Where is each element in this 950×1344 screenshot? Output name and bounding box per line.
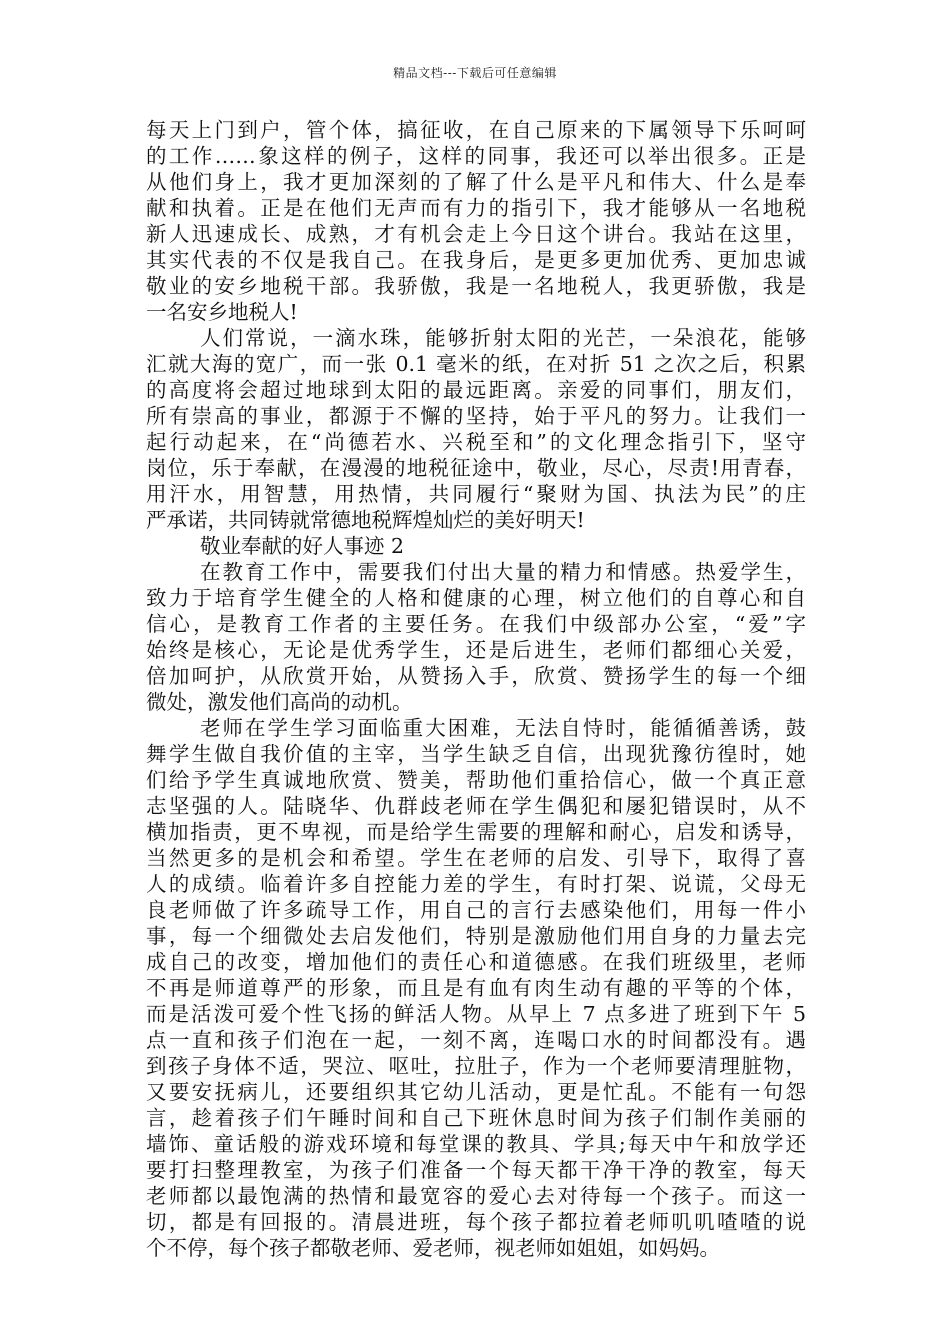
text-line: 起行动起来，在“尚德若水、兴税至和”的文化理念指引下，坚守 xyxy=(146,430,806,454)
text-line: 所有崇高的事业，都源于不懈的坚持，始于平凡的努力。让我们一 xyxy=(146,404,806,428)
text-line: 从他们身上，我才更加深刻的了解了什么是平凡和伟大、什么是奉 xyxy=(146,170,806,194)
text-line: 的工作……象这样的例子，这样的同事，我还可以举出很多。正是 xyxy=(146,144,806,168)
text-line: 微处，激发他们高尚的动机。 xyxy=(146,690,413,714)
text-line: 人的成绩。临着许多自控能力差的学生，有时打架、说谎，父母无 xyxy=(146,872,806,896)
text-line: 致力于培育学生健全的人格和健康的心理，树立他们的自尊心和自 xyxy=(146,586,806,610)
text-line: 又要安抚病儿，还要组织其它幼儿活动，更是忙乱。不能有一句怨 xyxy=(146,1080,806,1104)
section-heading: 敬业奉献的好人事迹 2 xyxy=(200,534,405,558)
text-line: 用汗水，用智慧，用热情，共同履行“聚财为国、执法为民”的庄 xyxy=(146,482,806,506)
text-line: 成自己的改变，增加他们的责任心和道德感。在我们班级里，老师 xyxy=(146,950,806,974)
paragraph-start-line: 老师在学生学习面临重大困难，无法自恃时，能循循善诱，鼓 xyxy=(200,716,806,740)
text-line: 到孩子身体不适，哭泣、呕吐，拉肚子，作为一个老师要清理脏物， xyxy=(146,1054,806,1078)
text-line: 们给予学生真诚地欣赏、赞美，帮助他们重拾信心，做一个真正意 xyxy=(146,768,806,792)
text-line: 当然更多的是机会和希望。学生在老师的启发、引导下，取得了喜 xyxy=(146,846,806,870)
text-line: 事，每一个细微处去启发他们，特别是激励他们用自身的力量去完 xyxy=(146,924,806,948)
text-line: 要打扫整理教室，为孩子们准备一个每天都干净干净的教室，每天 xyxy=(146,1158,806,1182)
text-line: 岗位，乐于奉献，在漫漫的地税征途中，敬业，尽心，尽责!用青春， xyxy=(146,456,806,480)
text-line: 墙饰、童话般的游戏环境和每堂课的教具、学具;每天中午和放学还 xyxy=(146,1132,806,1156)
text-line: 敬业的安乡地税干部。我骄傲，我是一名地税人，我更骄傲，我是 xyxy=(146,274,806,298)
text-line: 点一直和孩子们泡在一起，一刻不离，连喝口水的时间都没有。遇 xyxy=(146,1028,806,1052)
text-line: 献和执着。正是在他们无声而有力的指引下，我才能够从一名地税 xyxy=(146,196,806,220)
text-line: 良老师做了许多疏导工作，用自己的言行去感染他们，用每一件小 xyxy=(146,898,806,922)
page-header: 精品文档---下载后可任意编辑 xyxy=(393,66,557,80)
text-line: 倍加呵护，从欣赏开始，从赞扬入手，欣赏、赞扬学生的每一个细 xyxy=(146,664,806,688)
paragraph-start-line: 在教育工作中，需要我们付出大量的精力和情感。热爱学生， xyxy=(200,560,806,584)
text-line: 切，都是有回报的。清晨进班，每个孩子都拉着老师叽叽喳喳的说 xyxy=(146,1210,806,1234)
text-line: 老师都以最饱满的热情和最宽容的爱心去对待每一个孩子。而这一 xyxy=(146,1184,806,1208)
text-line: 不再是师道尊严的形象，而且是有血有肉生动有趣的平等的个体， xyxy=(146,976,806,1000)
text-line: 横加指责，更不卑视，而是给学生需要的理解和耐心，启发和诱导， xyxy=(146,820,806,844)
text-line: 始终是核心，无论是优秀学生，还是后进生，老师们都细心关爱， xyxy=(146,638,806,662)
text-line: 一名安乡地税人! xyxy=(146,300,298,324)
text-line: 舞学生做自我价值的主宰，当学生缺乏自信，出现犹豫彷徨时，她 xyxy=(146,742,806,766)
text-line: 汇就大海的宽广，而一张 0.1 毫米的纸，在对折 51 之次之后，积累 xyxy=(146,352,806,376)
text-line: 个不停，每个孩子都敬老师、爱老师，视老师如姐姐，如妈妈。 xyxy=(146,1236,720,1260)
text-line: 而是活泼可爱个性飞扬的鲜活人物。从早上 7 点多进了班到下午 5 xyxy=(146,1002,806,1026)
text-line: 言，趁着孩子们午睡时间和自己下班休息时间为孩子们制作美丽的 xyxy=(146,1106,806,1130)
text-line: 的高度将会超过地球到太阳的最远距离。亲爱的同事们，朋友们， xyxy=(146,378,806,402)
paragraph-start-line: 人们常说，一滴水珠，能够折射太阳的光芒，一朵浪花，能够 xyxy=(200,326,806,350)
text-line: 新人迅速成长、成熟，才有机会走上今日这个讲台。我站在这里， xyxy=(146,222,806,246)
text-line: 其实代表的不仅是我自己。在我身后，是更多更加优秀、更加忠诚 xyxy=(146,248,806,272)
text-line: 每天上门到户，管个体，搞征收，在自己原来的下属领导下乐呵呵 xyxy=(146,118,806,142)
text-line: 严承诺，共同铸就常德地税辉煌灿烂的美好明天! xyxy=(146,508,585,532)
text-line: 志坚强的人。陆晓华、仇群歧老师在学生偶犯和屡犯错误时，从不 xyxy=(146,794,806,818)
document-body xyxy=(146,117,806,1261)
text-line: 信心，是教育工作者的主要任务。在我们中级部办公室，“爱”字 xyxy=(146,612,806,636)
